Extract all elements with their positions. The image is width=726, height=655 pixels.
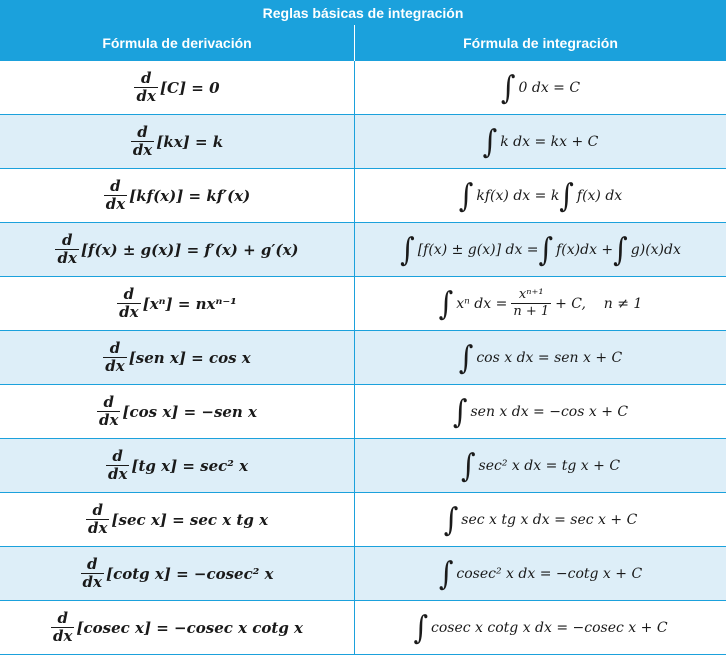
fraction-denominator: dx	[98, 411, 119, 429]
integral-expression: sec x tg x dx = sec x + C	[461, 511, 638, 528]
fraction-numerator: d	[57, 609, 68, 627]
integral-expression: cos x dx = sen x + C	[476, 349, 623, 366]
derivative-expression: [xⁿ] = nxⁿ⁻¹	[142, 294, 237, 313]
integral-formula	[452, 391, 629, 430]
integration-cell	[355, 439, 726, 492]
derivation-cell	[0, 439, 354, 492]
derivation-cell	[0, 277, 354, 330]
integral-formula	[438, 553, 643, 592]
fraction-numerator: d	[92, 501, 103, 519]
fraction-denominator: dx	[132, 141, 153, 159]
integral-formula	[443, 499, 638, 538]
derivative-expression: [kx] = k	[156, 132, 224, 151]
derivative-formula	[106, 448, 248, 483]
fraction-denominator: dx	[105, 357, 125, 375]
table-row	[0, 601, 726, 655]
integral-formula	[460, 445, 621, 484]
integral-expression-mid: f(x)dx +	[556, 241, 614, 258]
integral-formula	[482, 121, 599, 160]
derivation-cell	[0, 115, 354, 168]
fraction-denominator: dx	[119, 303, 139, 321]
derivative-formula	[55, 232, 298, 267]
integration-cell	[355, 493, 726, 546]
fraction-numerator: d	[103, 393, 114, 411]
power-rule-fraction	[511, 287, 551, 320]
integral-expression: sen x dx = −cos x + C	[470, 403, 629, 420]
integral-symbol: ∫	[458, 337, 474, 376]
table-row	[0, 331, 726, 385]
integral-formula	[438, 283, 643, 322]
derivation-cell	[0, 331, 354, 384]
fraction-numerator: d	[110, 177, 121, 195]
integral-symbol: ∫	[458, 175, 474, 214]
derivative-formula	[51, 610, 303, 645]
d-dx-fraction	[103, 340, 126, 375]
fraction-denominator: dx	[105, 195, 126, 213]
derivation-cell	[0, 547, 354, 600]
derivative-expression: [C] = 0	[159, 78, 220, 97]
derivative-formula	[134, 70, 219, 105]
d-dx-fraction	[106, 448, 129, 483]
table-row	[0, 439, 726, 493]
integral-expression: [f(x) ± g(x)] dx =	[417, 241, 539, 258]
derivative-formula	[131, 124, 223, 159]
derivative-formula	[97, 394, 257, 429]
table-row	[0, 277, 726, 331]
fraction-denominator: dx	[57, 249, 77, 267]
fraction-numerator: d	[137, 123, 148, 141]
integral-expression: cosec² x dx = −cotg x + C	[456, 565, 643, 582]
d-dx-fraction	[131, 124, 154, 159]
fraction-denominator: dx	[107, 465, 128, 483]
integral-expression: sec² x dx = tg x + C	[478, 457, 621, 474]
derivative-expression: [kf(x)] = kf′(x)	[129, 186, 251, 205]
integration-cell	[355, 385, 726, 438]
integration-header: Fórmula de integración	[463, 35, 618, 51]
table-row	[0, 169, 726, 223]
derivation-cell	[0, 493, 354, 546]
d-dx-fraction	[134, 70, 157, 105]
integration-cell	[355, 115, 726, 168]
derivative-expression: [cosec x] = −cosec x cotg x	[76, 618, 303, 637]
integration-cell	[355, 547, 726, 600]
fraction-numerator: d	[112, 447, 123, 465]
fraction-numerator: d	[140, 69, 152, 87]
derivation-cell	[0, 223, 354, 276]
integration-cell	[355, 277, 726, 330]
fraction-numerator: d	[109, 339, 121, 357]
integral-symbol: ∫	[452, 391, 468, 430]
derivation-cell	[0, 61, 354, 114]
integral-expression-after: g)(x)dx	[630, 241, 681, 258]
d-dx-fraction	[55, 232, 78, 267]
fraction-denominator: dx	[136, 87, 156, 105]
integral-expression: k dx = kx + C	[500, 133, 599, 150]
fraction-denominator: dx	[52, 627, 73, 645]
integral-expression: xⁿ dx =	[456, 295, 508, 312]
fraction-numerator: d	[87, 555, 98, 573]
d-dx-fraction	[81, 556, 104, 591]
integration-cell	[355, 61, 726, 114]
d-dx-fraction	[51, 610, 74, 645]
fraction-numerator: d	[61, 231, 73, 249]
fraction-denominator: dx	[87, 519, 108, 537]
derivative-expression: [sec x] = sec x tg x	[111, 510, 269, 529]
integral-symbol: ∫	[482, 121, 498, 160]
fraction-denominator: dx	[82, 573, 102, 591]
d-dx-fraction	[104, 178, 127, 213]
integral-symbol: ∫	[500, 67, 516, 106]
fraction-numerator: d	[123, 285, 135, 303]
integral-expression-mid: f(x) dx	[576, 187, 623, 204]
integral-symbol: ∫	[438, 283, 454, 322]
integral-symbol: ∫	[438, 553, 454, 592]
integration-cell	[355, 601, 726, 654]
integral-formula	[500, 67, 581, 106]
d-dx-fraction	[117, 286, 140, 321]
d-dx-fraction	[86, 502, 109, 537]
derivative-formula	[86, 502, 268, 537]
derivative-formula	[104, 178, 251, 213]
derivative-expression: [sen x] = cos x	[128, 348, 251, 367]
derivative-formula	[81, 556, 274, 591]
header-row	[0, 25, 726, 61]
integral-formula	[413, 607, 668, 646]
derivative-expression: [f(x) ± g(x)] = f′(x) + g′(x)	[80, 240, 299, 259]
fraction-numerator: xⁿ⁺¹	[518, 287, 544, 302]
derivative-formula	[103, 340, 250, 375]
integral-formula	[400, 229, 681, 268]
integral-symbol: ∫	[460, 445, 476, 484]
integral-symbol: ∫	[400, 229, 415, 268]
derivation-header: Fórmula de derivación	[102, 35, 252, 51]
integral-symbol: ∫	[413, 607, 429, 646]
integral-symbol: ∫	[443, 499, 459, 538]
integral-expression: 0 dx = C	[518, 79, 581, 96]
integration-cell	[355, 223, 726, 276]
integral-symbol: ∫	[613, 229, 628, 268]
integral-formula	[458, 337, 623, 376]
table-row	[0, 547, 726, 601]
integral-symbol: ∫	[559, 175, 574, 214]
fraction-denominator: n + 1	[513, 304, 550, 319]
derivative-expression: [cotg x] = −cosec² x	[105, 564, 274, 583]
integral-formula	[458, 175, 623, 214]
table-title: Reglas básicas de integración	[0, 0, 726, 25]
table-row	[0, 115, 726, 169]
table-row	[0, 61, 726, 115]
integration-cell	[355, 169, 726, 222]
derivative-formula	[117, 286, 237, 321]
derivation-cell	[0, 601, 354, 654]
derivative-expression: [tg x] = sec² x	[131, 456, 249, 475]
d-dx-fraction	[97, 394, 120, 429]
derivation-cell	[0, 169, 354, 222]
table-row	[0, 493, 726, 547]
integration-cell	[355, 331, 726, 384]
integral-expression-tail: + C, n ≠ 1	[555, 295, 643, 312]
integral-expression: cosec x cotg x dx = −cosec x + C	[431, 619, 668, 636]
table-row	[0, 385, 726, 439]
derivative-expression: [cos x] = −sen x	[122, 402, 258, 421]
integral-symbol: ∫	[538, 229, 554, 268]
integral-expression: kf(x) dx = k	[476, 187, 560, 204]
derivation-cell	[0, 385, 354, 438]
table-row	[0, 223, 726, 277]
